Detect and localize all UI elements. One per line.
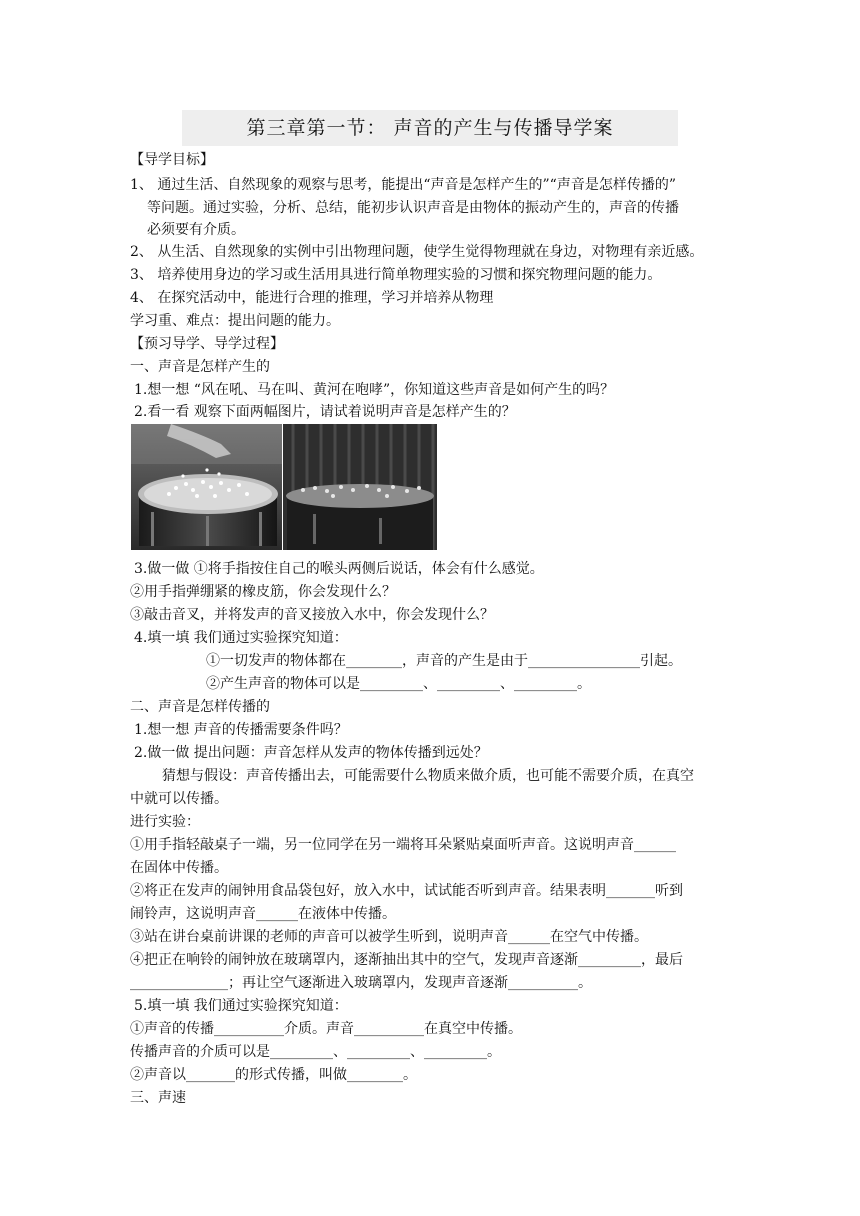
experiment-3: ③站在讲台桌前讲课的老师的声音可以被学生听到，说明声音______在空气中传播。 bbox=[130, 929, 648, 945]
experiment-1-line-2: 在固体中传播。 bbox=[130, 860, 228, 876]
fill-in-1: ①一切发声的物体都在________，声音的产生是由于________________引起。 bbox=[206, 653, 682, 669]
experiment-1-line-1: ①用手指轻敲桌子一端，另一位同学在另一端将耳朵紧贴桌面听声音。这说明声音______ bbox=[130, 837, 676, 853]
goal-3: 3、 培养使用身边的学习或生活用具进行简单物理实验的习惯和探究物理问题的能力。 bbox=[130, 267, 662, 283]
hypothesis-line-1: 猜想与假设：声音传播出去，可能需要什么物质来做介质，也可能不需要介质，在真空 bbox=[162, 768, 694, 784]
goal-4: 4、 在探究活动中，能进行合理的推理，学习并培养从物理 bbox=[130, 290, 494, 306]
experiment-heading: 进行实验： bbox=[130, 814, 200, 830]
section-heading-process: 【预习导学、导学过程】 bbox=[130, 336, 284, 352]
do-question-propagation: 2.做一做 提出问题：声音怎样从发声的物体传播到远处？ bbox=[134, 745, 488, 761]
fill-in-propagation-1: ①声音的传播__________介质。声音__________在真空中传播。 bbox=[130, 1021, 522, 1037]
fill-in-2: ②产生声音的物体可以是_________、_________、_________。 bbox=[206, 676, 591, 692]
page-title: 第三章第一节： 声音的产生与传播导学案 bbox=[182, 110, 678, 146]
fill-in-heading: 4.填一填 我们通过实验探究知道： bbox=[134, 630, 348, 646]
hypothesis-line-2: 中就可以传播。 bbox=[130, 791, 228, 807]
experiment-4-line-2: ______________；再让空气逐渐进入玻璃罩内，发现声音逐渐__________。 bbox=[130, 975, 592, 991]
goal-1-line-1: 1、 通过生活、自然现象的观察与思考，能提出“声音是怎样产生的”“声音是怎样传播的” bbox=[130, 177, 676, 193]
do-question-1: 3.做一做 ①将手指按住自己的喉头两侧后说话，体会有什么感觉。 bbox=[134, 561, 544, 577]
part-1-heading: 一、声音是怎样产生的 bbox=[130, 359, 270, 375]
do-question-2: ②用手指弹绷紧的橡皮筋，你会发现什么？ bbox=[130, 584, 396, 600]
fill-in-media: 传播声音的介质可以是_________、_________、_________。 bbox=[130, 1044, 501, 1060]
fill-in-heading-2: 5.填一填 我们通过实验探究知道： bbox=[134, 998, 348, 1014]
experiment-4-line-1: ④把正在响铃的闹钟放在玻璃罩内，逐渐抽出其中的空气，发现声音逐渐_________，最后 bbox=[130, 952, 683, 968]
goal-1-line-2: 等问题。通过实验，分析、总结，能初步认识声音是由物体的振动产生的，声音的传播 bbox=[147, 200, 679, 216]
look-question: 2.看一看 观察下面两幅图片，请试着说明声音是怎样产生的？ bbox=[134, 404, 516, 420]
drum-curtain-photo bbox=[283, 424, 437, 550]
part-3-heading: 三、声速 bbox=[130, 1090, 186, 1106]
part-2-heading: 二、声音是怎样传播的 bbox=[130, 699, 270, 715]
think-question-2: 1.想一想 声音的传播需要条件吗？ bbox=[134, 722, 348, 738]
experiment-2-line-1: ②将正在发声的闹钟用食品袋包好，放入水中，试试能否听到声音。结果表明_______听到 bbox=[130, 883, 683, 899]
key-difficulty: 学习重、难点：提出问题的能力。 bbox=[130, 313, 340, 329]
drum-photo bbox=[131, 424, 282, 550]
section-heading-goals: 【导学目标】 bbox=[130, 152, 214, 168]
goal-2: 2、 从生活、自然现象的实例中引出物理问题，使学生觉得物理就在身边，对物理有亲近感。 bbox=[130, 244, 704, 260]
experiment-2-line-2: 闹铃声，这说明声音______在液体中传播。 bbox=[130, 906, 396, 922]
goal-1-line-3: 必须要有介质。 bbox=[147, 222, 245, 238]
do-question-3: ③敲击音叉，并将发声的音叉接放入水中，你会发现什么？ bbox=[130, 607, 494, 623]
think-question: 1.想一想 “风在吼、马在叫、黄河在咆哮”，你知道这些声音是如何产生的吗？ bbox=[134, 382, 615, 398]
fill-in-propagation-2: ②声音以_______的形式传播，叫做________。 bbox=[130, 1067, 417, 1083]
